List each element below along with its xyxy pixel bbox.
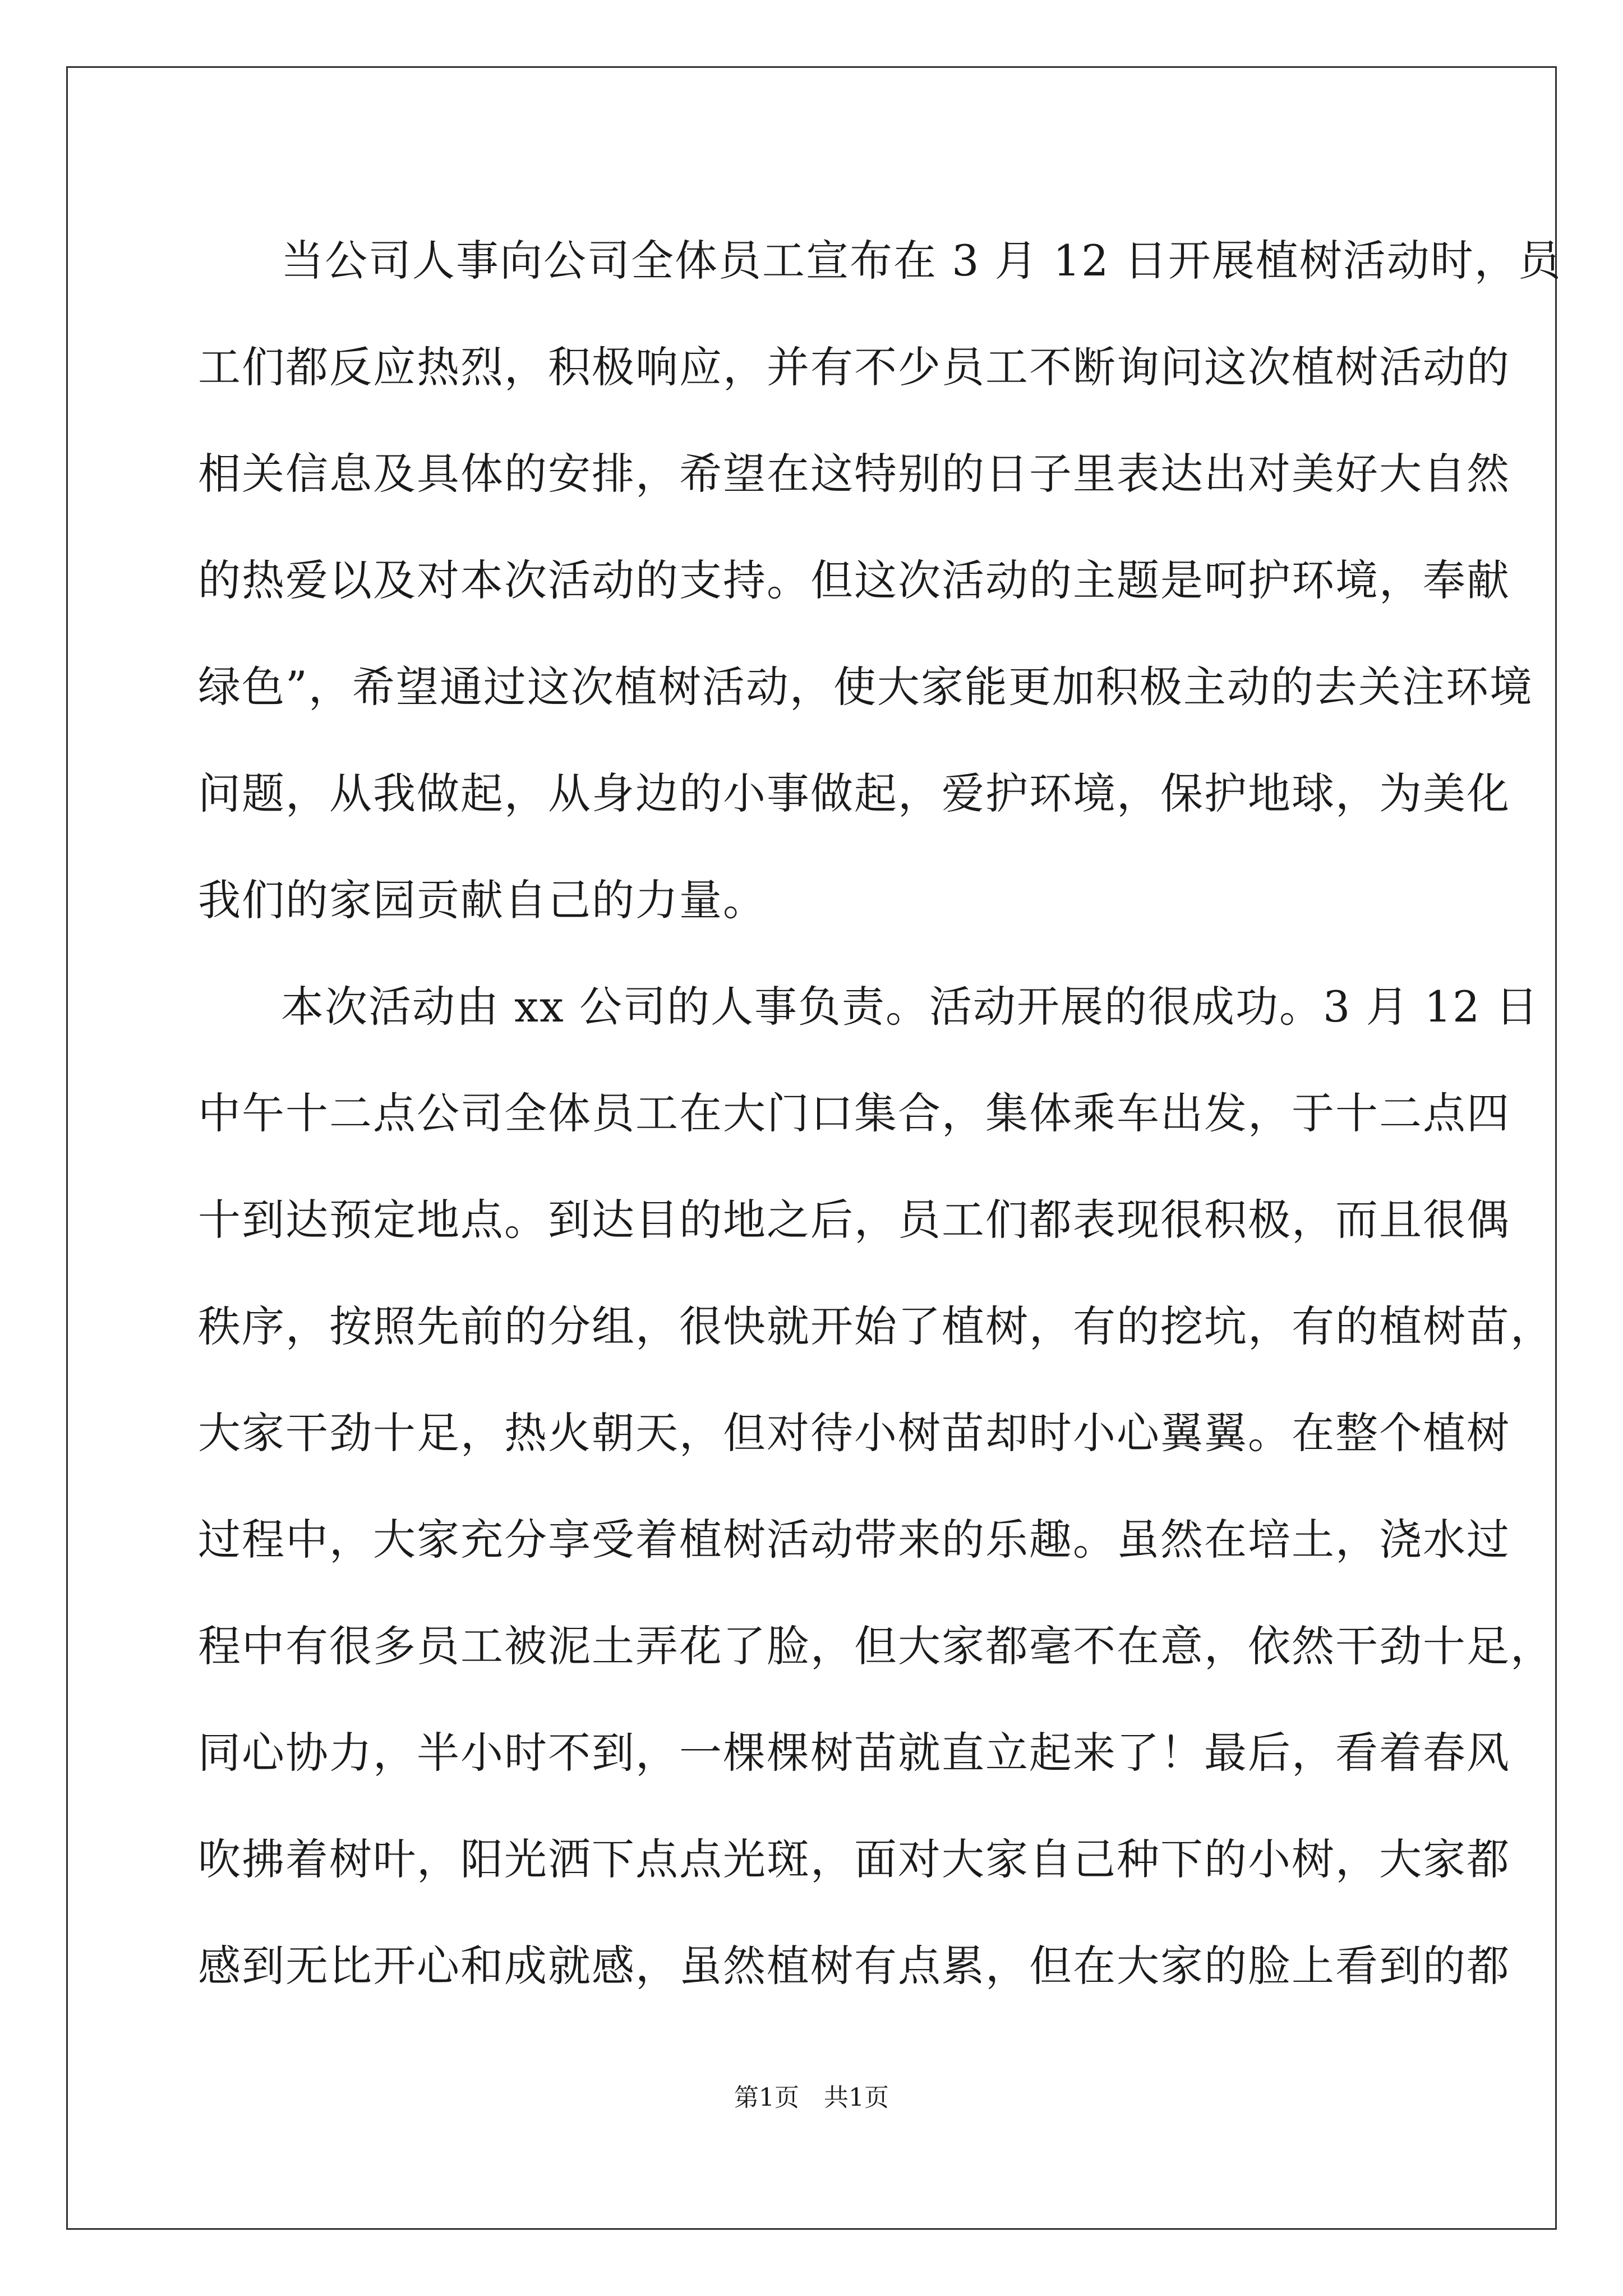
document-body <box>198 208 1562 2019</box>
paragraph-1-line-1: 当公司人事向公司全体员工宣布在 3 月 12 日开展植树活动时，员 <box>281 236 1562 286</box>
paragraph-2-line-9: 吹拂着树叶，阳光洒下点点光斑，面对大家自己种下的小树，大家都 <box>198 1834 1510 1884</box>
paragraph-2-line-7: 程中有很多员工被泥土弄花了脸，但大家都毫不在意，依然干劲十足， <box>198 1621 1554 1671</box>
paragraph-2-line-4: 秩序，按照先前的分组，很快就开始了植树，有的挖坑，有的植树苗， <box>198 1301 1554 1351</box>
paragraph-2-line-6: 过程中，大家充分享受着植树活动带来的乐趣。虽然在培土，浇水过 <box>198 1515 1510 1565</box>
paragraph-2-line-5: 大家干劲十足，热火朝天，但对待小树苗却时小心翼翼。在整个植树 <box>198 1408 1510 1458</box>
paragraph-1-line-2: 工们都反应热烈，积极响应，并有不少员工不断询问这次植树活动的 <box>198 342 1510 392</box>
paragraph-2-line-3: 十到达预定地点。到达目的地之后，员工们都表现很积极，而且很偶 <box>198 1195 1510 1245</box>
page-number-footer: 第1页 共1页 <box>734 2083 889 2112</box>
paragraph-2-line-8: 同心协力，半小时不到，一棵棵树苗就直立起来了！最后，看着春风 <box>198 1728 1510 1778</box>
paragraph-1-line-6: 问题，从我做起，从身边的小事做起，爱护环境，保护地球，为美化 <box>198 769 1510 818</box>
paragraph-1-line-5: 绿色”，希望通过这次植树活动，使大家能更加积极主动的去关注环境 <box>198 662 1533 712</box>
paragraph-1-line-7: 我们的家园贡献自己的力量。 <box>198 875 767 925</box>
paragraph-2-line-1: 本次活动由 xx 公司的人事负责。活动开展的很成功。3 月 12 日 <box>281 982 1539 1032</box>
paragraph-1-line-4: 的热爱以及对本次活动的支持。但这次活动的主题是呵护环境，奉献 <box>198 555 1510 605</box>
paragraph-1-line-3: 相关信息及具体的安排，希望在这特别的日子里表达出对美好大自然 <box>198 449 1510 499</box>
paragraph-2-line-10: 感到无比开心和成就感，虽然植树有点累，但在大家的脸上看到的都 <box>198 1941 1510 1991</box>
paragraph-2-line-2: 中午十二点公司全体员工在大门口集合，集体乘车出发，于十二点四 <box>198 1088 1510 1138</box>
